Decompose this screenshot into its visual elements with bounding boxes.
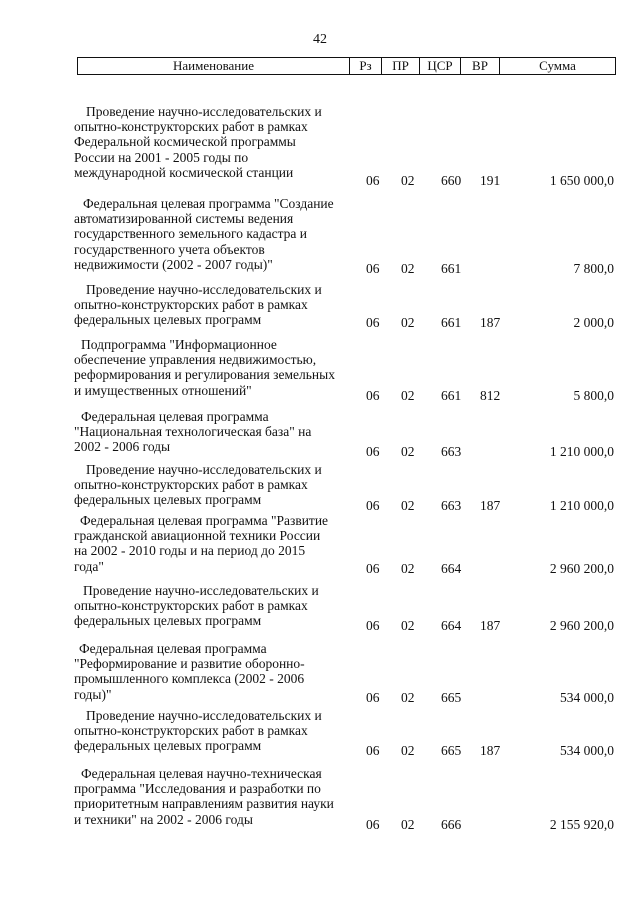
row-csr: 660 — [441, 173, 462, 188]
row-name-line: годы)" — [74, 686, 112, 702]
row-vr: 187 — [480, 743, 501, 758]
table-row — [0, 104, 640, 188]
row-pr: 02 — [401, 315, 415, 330]
row-csr: 661 — [441, 315, 462, 330]
row-name — [74, 513, 359, 574]
row-sum: 5 800,0 — [573, 388, 614, 403]
row-name-line: программа "Исследования и разработки по — [74, 781, 321, 797]
row-name-line: опытно-конструкторских работ в рамках — [74, 119, 308, 135]
row-rz: 06 — [366, 817, 380, 832]
row-sum: 7 800,0 — [573, 261, 614, 276]
row-name — [74, 282, 359, 328]
row-name-line: реформирования и регулирования земельных — [74, 367, 335, 383]
row-pr: 02 — [401, 618, 415, 633]
row-name-line: обеспечение управления недвижимостью, — [74, 352, 317, 368]
row-csr: 665 — [441, 743, 462, 758]
row-pr: 02 — [401, 173, 415, 188]
row-pr: 02 — [401, 817, 415, 832]
row-name-line: Проведение научно-исследовательских и — [86, 104, 322, 119]
row-name-line: опытно-конструкторских работ в рамках — [74, 297, 308, 313]
row-csr: 661 — [441, 261, 462, 276]
row-csr: 664 — [441, 561, 462, 576]
row-name — [74, 641, 359, 702]
row-name-line: Проведение научно-исследовательских и — [86, 462, 322, 477]
row-name-line: Подпрограмма "Информационное — [81, 337, 277, 352]
row-csr: 663 — [441, 444, 462, 459]
row-name — [74, 409, 359, 455]
row-sum: 534 000,0 — [560, 690, 614, 705]
row-rz: 06 — [366, 498, 380, 513]
row-name-line: Проведение научно-исследовательских и — [86, 708, 322, 723]
table-row — [0, 409, 640, 459]
row-name-line: на 2002 - 2010 годы и на период до 2015 — [74, 543, 306, 559]
row-rz: 06 — [366, 261, 380, 276]
row-pr: 02 — [401, 743, 415, 758]
row-csr: 665 — [441, 690, 462, 705]
row-name — [74, 708, 359, 754]
row-name — [74, 104, 359, 180]
row-rz: 06 — [366, 743, 380, 758]
row-name-line: опытно-конструкторских работ в рамках — [74, 598, 308, 614]
row-name-line: федеральных целевых программ — [74, 492, 262, 508]
row-sum: 2 155 920,0 — [549, 817, 614, 832]
row-name-line: года" — [74, 558, 104, 574]
row-rz: 06 — [366, 315, 380, 330]
header-name: Наименование — [173, 58, 254, 73]
row-name-line: федеральных целевых программ — [74, 738, 262, 754]
row-name-line: Федеральная целевая программа "Создание — [83, 196, 334, 211]
row-name-line: и техники" на 2002 - 2006 годы — [74, 811, 253, 827]
row-name-line: опытно-конструкторских работ в рамках — [74, 723, 308, 739]
table-row — [0, 708, 640, 758]
row-name-line: федеральных целевых программ — [74, 312, 262, 328]
row-name — [74, 196, 359, 272]
row-name-line: Проведение научно-исследовательских и — [86, 282, 322, 297]
row-name-line: Федеральная целевая научно-техническая — [81, 766, 322, 781]
row-sum: 1 210 000,0 — [549, 498, 614, 513]
table-row — [0, 196, 640, 276]
row-name-line: "Реформирование и развитие оборонно- — [74, 656, 305, 672]
row-name-line: Федеральная целевая программа — [79, 641, 267, 656]
row-csr: 666 — [441, 817, 462, 832]
row-name — [74, 337, 359, 398]
row-name-line: недвижимости (2002 - 2007 годы)" — [74, 256, 273, 272]
row-name-line: международной космической станции — [74, 164, 294, 180]
row-name-line: Федеральной космической программы — [74, 134, 296, 150]
row-sum: 2 960 200,0 — [549, 561, 614, 576]
row-sum: 1 650 000,0 — [549, 173, 614, 188]
header-vr: ВР — [460, 58, 499, 74]
row-csr: 661 — [441, 388, 462, 403]
row-pr: 02 — [401, 690, 415, 705]
row-csr: 664 — [441, 618, 462, 633]
row-vr: 187 — [480, 498, 501, 513]
table-header — [77, 57, 616, 75]
row-name — [74, 766, 359, 827]
row-sum: 2 000,0 — [573, 315, 614, 330]
row-name-line: 2002 - 2006 годы — [74, 439, 171, 455]
row-sum: 1 210 000,0 — [549, 444, 614, 459]
row-rz: 06 — [366, 444, 380, 459]
table-row — [0, 282, 640, 330]
row-name-line: федеральных целевых программ — [74, 613, 262, 629]
row-name-line: промышленного комплекса (2002 - 2006 — [74, 671, 305, 687]
table-row — [0, 462, 640, 513]
row-name-line: и имущественных отношений" — [74, 382, 252, 398]
table-row — [0, 766, 640, 832]
row-name-line: автоматизированной системы ведения — [74, 211, 294, 227]
row-rz: 06 — [366, 388, 380, 403]
row-pr: 02 — [401, 261, 415, 276]
row-name — [74, 583, 359, 629]
row-name-line: гражданской авиационной техники России — [74, 528, 321, 544]
table-row — [0, 513, 640, 576]
row-vr: 812 — [480, 388, 501, 403]
row-rz: 06 — [366, 561, 380, 576]
table-row — [0, 337, 640, 403]
row-name-line: государственного учета объектов — [74, 241, 265, 257]
row-pr: 02 — [401, 561, 415, 576]
table-row — [0, 641, 640, 705]
row-name-line: Федеральная целевая программа — [81, 409, 269, 424]
row-pr: 02 — [401, 444, 415, 459]
row-sum: 2 960 200,0 — [549, 618, 614, 633]
row-vr: 187 — [480, 618, 501, 633]
row-rz: 06 — [366, 173, 380, 188]
row-vr: 187 — [480, 315, 501, 330]
row-sum: 534 000,0 — [560, 743, 614, 758]
row-name — [74, 462, 359, 508]
page-number: 42 — [313, 32, 327, 47]
row-csr: 663 — [441, 498, 462, 513]
row-name-line: опытно-конструкторских работ в рамках — [74, 477, 308, 493]
header-pr: ПР — [381, 58, 419, 74]
row-name-line: "Национальная технологическая база" на — [74, 424, 312, 440]
header-csr: ЦСР — [419, 58, 460, 74]
row-vr: 191 — [480, 173, 501, 188]
header-sum: Сумма — [499, 58, 615, 74]
row-rz: 06 — [366, 618, 380, 633]
row-name-line: Федеральная целевая программа "Развитие — [80, 513, 329, 528]
header-rz: Рз — [349, 58, 381, 74]
row-name-line: России на 2001 - 2005 годы по — [74, 149, 249, 165]
row-name-line: государственного земельного кадастра и — [74, 226, 307, 242]
row-pr: 02 — [401, 498, 415, 513]
row-pr: 02 — [401, 388, 415, 403]
row-rz: 06 — [366, 690, 380, 705]
row-name-line: Проведение научно-исследовательских и — [83, 583, 319, 598]
table-row — [0, 583, 640, 633]
row-name-line: приоритетным направлениям развития науки — [74, 796, 334, 812]
